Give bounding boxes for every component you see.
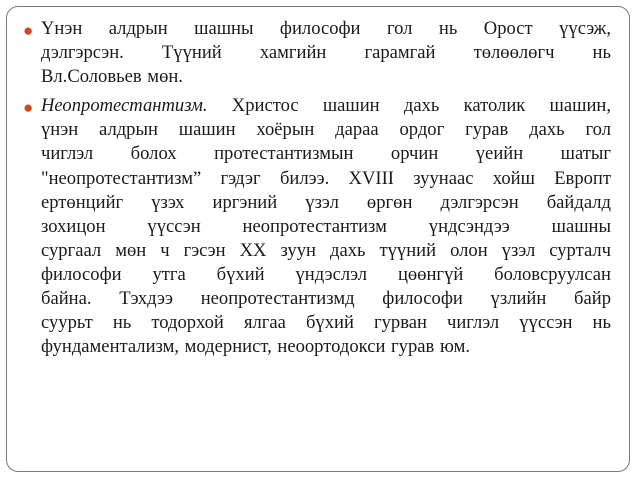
- paragraph-line: чиглэл болох протестантизмын орчин үеийн шатыг: [41, 143, 611, 165]
- paragraph-line-first: [41, 94, 611, 118]
- paragraph-1: [41, 17, 611, 89]
- paragraph-line: философи утга бүхий үндэслэл цөөнгүй боловсруулсан: [41, 263, 611, 285]
- bullet-dot-icon: ●: [23, 21, 34, 40]
- paragraph-line: Вл.Соловьев мөн.: [41, 66, 183, 88]
- paragraph-line: суурьт нь тодорхой ялгаа бүхий гурван чиглэл үүссэн нь: [41, 312, 611, 334]
- bullet-item-2: [23, 94, 611, 359]
- paragraph-2: [41, 94, 611, 359]
- first-line-rest: Христос шашин дахь католик шашин,: [207, 95, 611, 117]
- paragraph-line: ертөнцийг үзэх иргэний үзэл өргөн дэлгэрсэн байдалд: [41, 191, 611, 213]
- paragraph-line: "неопротестантизм” гэдэг билээ. XVIII зуунаас хойш Европт: [41, 167, 611, 189]
- paragraph-line: фундаментализм, модернист, неоортодокси гурав юм.: [41, 336, 471, 358]
- paragraph-line: Үнэн алдрын шашны философи гол нь Орост үүсэж,: [41, 18, 611, 39]
- bullet-item-1: [23, 17, 611, 89]
- slide-content: [23, 17, 611, 364]
- term-neoprotestantism: Неопротестантизм.: [41, 95, 208, 117]
- bullet-dot-icon: ●: [23, 98, 34, 118]
- paragraph-line: сургаал мөн ч гэсэн XX зуун дахь түүний олон үзэл сурталч: [41, 239, 611, 261]
- paragraph-line: зохицон үүссэн неопротестантизм үндсэндээ шашны: [41, 215, 611, 237]
- paragraph-line: байна. Тэхдээ неопротестантизмд философи үзлийн байр: [41, 288, 611, 310]
- paragraph-line: үнэн алдрын шашин хоёрын дараа ордог гурав дахь гол: [41, 119, 611, 141]
- paragraph-line: дэлгэрсэн. Түүний хамгийн гарамгай төлөөлөгч нь: [41, 42, 611, 64]
